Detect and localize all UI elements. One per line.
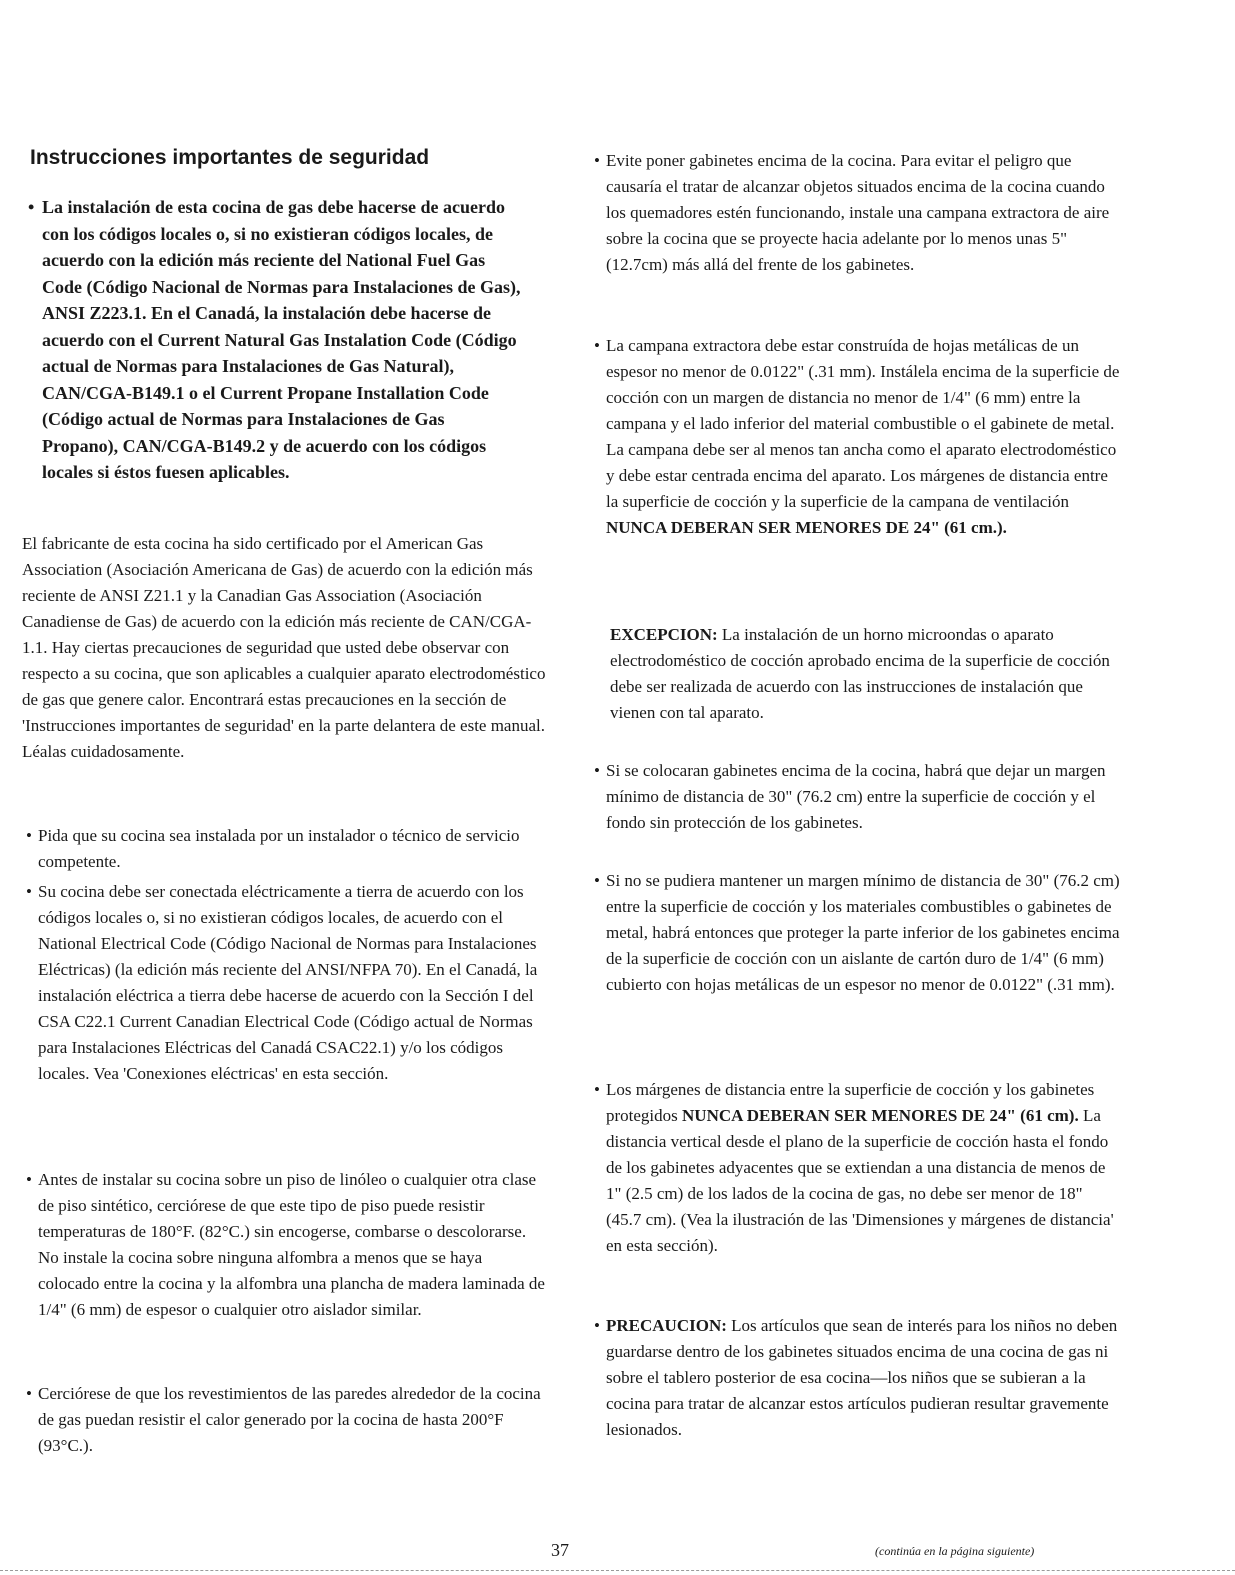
list-item-text: Pida que su cocina sea instalada por un instalador o técnico de servicio competente. bbox=[38, 826, 520, 871]
list-item-text bbox=[590, 333, 1122, 541]
list-item bbox=[22, 1381, 547, 1459]
list-item-text: Cerciórese de que los revestimientos de las paredes alrededor de la cocina de gas puedan resistir el calor generado por la cocina de hasta 200°F (93°C.). bbox=[38, 1384, 541, 1455]
list-item-text: Si se colocaran gabinetes encima de la cocina, habrá que dejar un margen mínimo de distancia de 30" (76.2 cm) entre la superficie de cocción y el fondo sin protección de los gabinetes. bbox=[606, 761, 1106, 832]
intro-bold-text: La instalación de esta cocina de gas debe hacerse de acuerdo con los códigos locales o, si no existieran códigos locales, de acuerdo con la edición más reciente del National Fuel Gas Code (Código Nacional de Normas para Instalaciones de Gas), ANSI Z223.1. En el Canadá, la instalación debe hacerse de acuerdo con el Current Natural Gas Instalation Code (Código actual de Normas para Instalaciones de Gas Natural), CAN/CGA-B149.1 o el Current Propane Installation Code (Código actual de Normas para Instalaciones de Gas Propano), CAN/CGA-B149.2 y de acuerdo con los códigos locales si éstos fuesen aplicables. bbox=[42, 197, 521, 482]
exception-text: La instalación de un horno microondas o aparato electrodoméstico de cocción aprobado encima de la superficie de cocción debe ser realizada de acuerdo con las instrucciones de instalación que vienen con tal aparato. bbox=[610, 625, 1110, 722]
continued-note: (continúa en la página siguiente) bbox=[875, 1544, 1035, 1558]
list-item-text: Su cocina debe ser conectada eléctricamente a tierra de acuerdo con los códigos locales o, si no existieran códigos locales, de acuerdo con el National Electrical Code (Código Nacional de Normas para Instalaciones Eléctricas) (la edición más reciente del ANSI/NFPA 70). En el Canadá, la instalación eléctrica a tierra debe hacerse de acuerdo con la Sección I del CSA C22.1 Current Canadian Electrical Code (Código actual de Normas para Instalaciones Eléctricas del Canadá CSAC22.1) y/o los códigos locales. Vea 'Conexiones eléctricas' en esta sección. bbox=[38, 882, 538, 1083]
list-item bbox=[590, 1077, 1122, 1259]
list-item bbox=[590, 758, 1122, 836]
exception-note bbox=[610, 622, 1110, 726]
list-item-text: Si no se pudiera mantener un margen mínimo de distancia de 30" (76.2 cm) entre la superficie de cocción y los materiales combustibles o gabinetes de metal, habrá entonces que proteger la parte inferior de los gabinetes encima de la superficie de cocción con un aislante de cartón duro de 1/4" (6 mm) cubierto con hojas metálicas de un espesor no menor de 0.0122" (.31 mm). bbox=[606, 871, 1120, 994]
bullet-icon: • bbox=[594, 1080, 600, 1099]
list-item bbox=[590, 148, 1122, 278]
list-item bbox=[22, 879, 547, 1087]
footer-rule bbox=[0, 1570, 1235, 1571]
bullet-icon: • bbox=[594, 336, 600, 355]
clearance-detail: La distancia vertical desde el plano de la superficie de cocción hasta el fondo de los gabinetes adyacentes que se extiendan a una distancia de menos de 1" (2.5 cm) de los lados de la cocina de gas, no debe ser menor de 18" (45.7 cm). (Vea la ilustración de las 'Dimensiones y márgenes de distancia' en esta sección). bbox=[606, 1106, 1114, 1255]
list-item-text bbox=[590, 1313, 1122, 1443]
caution-label: PRECAUCION: bbox=[606, 1316, 727, 1335]
caution-text: Los artículos que sean de interés para los niños no deben guardarse dentro de los gabinetes situados encima de una cocina de gas ni sobre el tablero posterior de esa cocina—los niños que se subieran a la cocina para tratar de alcanzar estos artículos pudieran resultar gravemente lesionados. bbox=[606, 1316, 1118, 1439]
list-item bbox=[590, 333, 1122, 541]
bullet-icon: • bbox=[28, 197, 35, 217]
bullet-icon: • bbox=[594, 151, 600, 170]
certification-paragraph: El fabricante de esta cocina ha sido certificado por el American Gas Association (Asociación Americana de Gas) de acuerdo con la edición más reciente de ANSI Z21.1 y la Canadian Gas Association (Asociación Canadiense de Gas) de acuerdo con la edición más reciente de CAN/CGA-1.1. Hay ciertas precauciones de seguridad que usted debe observar con respecto a su cocina, que son aplicables a cualquier aparato electrodoméstico de gas que genere calor. Encontrará estas precauciones en la sección de 'Instrucciones importantes de seguridad' en la parte delantera de este manual. Léalas cuidadosamente. bbox=[22, 534, 546, 761]
clearance-text: Los márgenes de distancia entre la superficie de cocción y los gabinetes protegidos bbox=[606, 1080, 1095, 1125]
exception-label: EXCEPCION: bbox=[610, 625, 718, 644]
list-item-text bbox=[590, 1077, 1122, 1259]
warning-emphasis: NUNCA DEBERAN SER MENORES DE 24" (61 cm.). bbox=[606, 518, 1007, 537]
section-heading: Instrucciones importantes de seguridad bbox=[30, 146, 430, 169]
bullet-icon: • bbox=[26, 1170, 32, 1189]
list-item-text: Evite poner gabinetes encima de la cocina. Para evitar el peligro que causaría el tratar de alcanzar objetos situados encima de la cocina cuando los quemadores estén funcionando, instale una campana extractora de aire sobre la cocina que se proyecte hacia adelante por lo menos unas 5" (12.7cm) más allá del frente de los gabinetes. bbox=[606, 151, 1110, 274]
list-item bbox=[590, 1313, 1122, 1443]
page-number: 37 bbox=[551, 1540, 569, 1560]
bullet-icon: • bbox=[594, 1316, 600, 1335]
installation-requirement-notice bbox=[22, 194, 522, 486]
list-item bbox=[22, 1167, 547, 1323]
bullet-icon: • bbox=[594, 761, 600, 780]
warning-emphasis: NUNCA DEBERAN SER MENORES DE 24" (61 cm). bbox=[682, 1106, 1079, 1125]
bullet-icon: • bbox=[26, 882, 32, 901]
list-item bbox=[590, 868, 1122, 998]
list-item-text: Antes de instalar su cocina sobre un piso de linóleo o cualquier otra clase de piso sintético, cerciórese de que este tipo de piso puede resistir temperaturas de 180°F. (82°C.) sin encogerse, combarse o descolorarse. No instale la cocina sobre ninguna alfombra a menos que se haya colocado entre la cocina y la alfombra una plancha de madera laminada de 1/4" (6 mm) de espesor o cualquier otro aislador similar. bbox=[38, 1170, 545, 1319]
bullet-icon: • bbox=[26, 1384, 32, 1403]
list-item bbox=[22, 823, 547, 875]
bullet-icon: • bbox=[594, 871, 600, 890]
bullet-icon: • bbox=[26, 826, 32, 845]
hood-text: La campana extractora debe estar construída de hojas metálicas de un espesor no menor de 0.0122" (.31 mm). Instálela encima de la superficie de cocción con un margen de distancia no menor de 1/4" (6 mm) entre la campana y el lado inferior del material combustible o el gabinete de metal. La campana debe ser al menos tan ancha como el aparato electrodoméstico y debe estar centrada encima del aparato. Los márgenes de distancia entre la superficie de cocción y la superficie de la campana de ventilación bbox=[606, 336, 1120, 511]
